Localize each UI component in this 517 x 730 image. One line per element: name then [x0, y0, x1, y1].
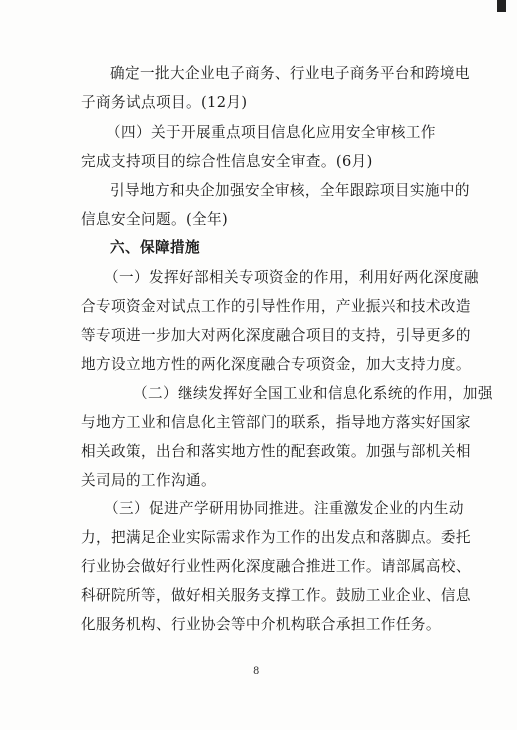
text-line: 合专项资金对试点工作的引导性作用，产业振兴和技术改造: [81, 298, 471, 315]
text-line: 完成支持项目的综合性信息安全审查。(6月): [81, 153, 373, 170]
section-heading: 六、保障措施: [110, 239, 200, 256]
page-number: 8: [253, 666, 260, 677]
text-line: 确定一批大企业电子商务、行业电子商务平台和跨境电: [110, 65, 470, 82]
text-line: 力，把满足企业实际需求作为工作的出发点和落脚点。委托: [81, 529, 471, 546]
text-line: 化服务机构、行业协会等中介机构联合承担工作任务。: [81, 616, 441, 633]
text-line: 信息安全问题。(全年): [81, 211, 229, 228]
section-subheading: （四）关于开展重点项目信息化应用安全审核工作: [106, 124, 436, 141]
text-line: 与地方工业和信息化主管部门的联系，指导地方落实好国家: [81, 414, 471, 431]
text-line: 子商务试点项目。(12月): [81, 94, 248, 111]
text-line: （一）发挥好部相关专项资金的作用，利用好两化深度融: [104, 269, 479, 286]
scan-corner-mark: [497, 0, 506, 12]
text-line: 等专项进一步加大对两化深度融合项目的支持，引导更多的: [81, 327, 471, 344]
text-line: 引导地方和央企加强安全审核，全年跟踪项目实施中的: [110, 182, 470, 199]
text-line: 相关政策，出台和落实地方性的配套政策。加强与部机关相: [81, 443, 471, 460]
text-line: （三）促进产学研用协同推进。注重激发企业的内生动: [104, 500, 464, 517]
text-line: 关司局的工作沟通。: [81, 472, 216, 489]
text-line: 行业协会做好行业性两化深度融合推进工作。请部属高校、: [81, 558, 471, 575]
text-line: （二）继续发挥好全国工业和信息化系统的作用，加强: [133, 385, 493, 402]
text-line: 地方设立地方性的两化深度融合专项资金，加大支持力度。: [81, 356, 471, 373]
text-line: 科研院所等，做好相关服务支撑工作。鼓励工业企业、信息: [81, 587, 471, 604]
